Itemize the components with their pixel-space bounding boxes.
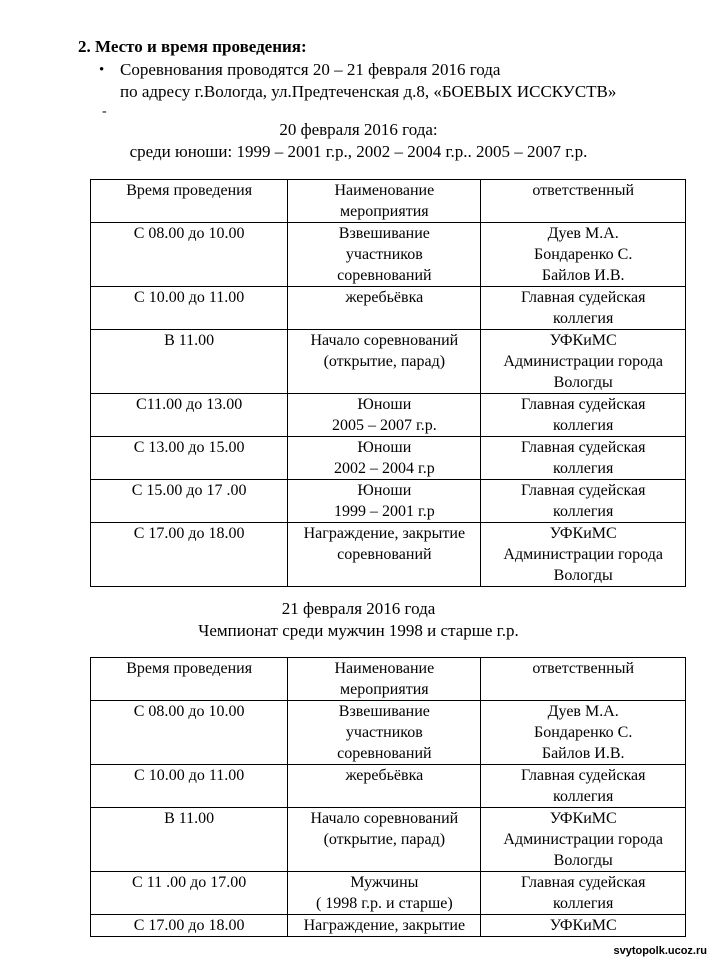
cell-responsible: УФКиМС Администрации города Вологды [481, 330, 686, 394]
cell-responsible: УФКиМС Администрации города Вологды [481, 523, 686, 587]
cell-event: Юноши 1999 – 2001 г.р [288, 480, 481, 523]
cell-responsible: Главная судейская коллегия [481, 872, 686, 915]
section-heading: 2. Место и время проведения: [78, 37, 307, 56]
bullet-icon: • [99, 62, 105, 78]
cell-event: Начало соревнований (открытие, парад) [288, 808, 481, 872]
day1-date: 20 февраля 2016 года: [279, 120, 438, 139]
cell-event: жеребьёвка [288, 287, 481, 330]
cell-responsible: УФКиМС [481, 915, 686, 937]
cell-event: Награждение, закрытие [288, 915, 481, 937]
cell-time: С 08.00 до 10.00 [91, 701, 288, 765]
cell-responsible: Главная судейская коллегия [481, 765, 686, 808]
cell-time: С 15.00 до 17 .00 [91, 480, 288, 523]
cell-event: Юноши 2002 – 2004 г.р [288, 437, 481, 480]
header-time: Время проведения [91, 658, 288, 701]
table-row [91, 523, 686, 587]
table-row [91, 437, 686, 480]
header-event: Наименование мероприятия [288, 180, 481, 223]
cell-event: жеребьёвка [288, 765, 481, 808]
cell-responsible: Главная судейская коллегия [481, 287, 686, 330]
cell-event: Юноши 2005 – 2007 г.р. [288, 394, 481, 437]
schedule-table-day1 [90, 179, 686, 587]
cell-event: Начало соревнований (открытие, парад) [288, 330, 481, 394]
cell-time: С 17.00 до 18.00 [91, 523, 288, 587]
cell-event: Награждение, закрытие соревнований [288, 523, 481, 587]
watermark: svytopolk.ucoz.ru [613, 945, 707, 957]
table-row [91, 915, 686, 937]
cell-time: С11.00 до 13.00 [91, 394, 288, 437]
cell-time: В 11.00 [91, 330, 288, 394]
table-row [91, 223, 686, 287]
header-event: Наименование мероприятия [288, 658, 481, 701]
cell-time: В 11.00 [91, 808, 288, 872]
day2-date: 21 февраля 2016 года [281, 599, 436, 618]
cell-time: С 10.00 до 11.00 [91, 287, 288, 330]
table-row [91, 287, 686, 330]
table-row [91, 872, 686, 915]
cell-responsible: Дуев М.А. Бондаренко С. Байлов И.В. [481, 701, 686, 765]
dash-marker: - [102, 104, 107, 119]
header-time: Время проведения [91, 180, 288, 223]
table-row [91, 480, 686, 523]
cell-responsible: Главная судейская коллегия [481, 437, 686, 480]
day1-subtitle: среди юноши: 1999 – 2001 г.р., 2002 – 2004 г.р.. 2005 – 2007 г.р. [129, 142, 588, 161]
table-row [91, 701, 686, 765]
cell-event: Взвешивание участников соревнований [288, 701, 481, 765]
cell-event: Взвешивание участников соревнований [288, 223, 481, 287]
table-row [91, 765, 686, 808]
table-row [91, 808, 686, 872]
header-responsible: ответственный [481, 658, 686, 701]
competition-address-line: по адресу г.Вологда, ул.Предтеченская д.8, «БОЕВЫХ ИССКУСТВ» [120, 82, 617, 101]
cell-time: С 13.00 до 15.00 [91, 437, 288, 480]
schedule-table-day2 [90, 657, 686, 937]
table-row [91, 394, 686, 437]
cell-time: С 08.00 до 10.00 [91, 223, 288, 287]
cell-responsible: Дуев М.А. Бондаренко С. Байлов И.В. [481, 223, 686, 287]
day2-subtitle: Чемпионат среди мужчин 1998 и старше г.р. [198, 621, 519, 640]
cell-responsible: УФКиМС Администрации города Вологды [481, 808, 686, 872]
header-responsible: ответственный [481, 180, 686, 223]
cell-time: С 10.00 до 11.00 [91, 765, 288, 808]
cell-event: Мужчины ( 1998 г.р. и старше) [288, 872, 481, 915]
competition-dates-line: Соревнования проводятся 20 – 21 февраля 2016 года [120, 60, 501, 79]
table-header-row [91, 658, 686, 701]
table-header-row [91, 180, 686, 223]
table-row [91, 330, 686, 394]
cell-time: С 17.00 до 18.00 [91, 915, 288, 937]
cell-responsible: Главная судейская коллегия [481, 480, 686, 523]
cell-responsible: Главная судейская коллегия [481, 394, 686, 437]
cell-time: С 11 .00 до 17.00 [91, 872, 288, 915]
